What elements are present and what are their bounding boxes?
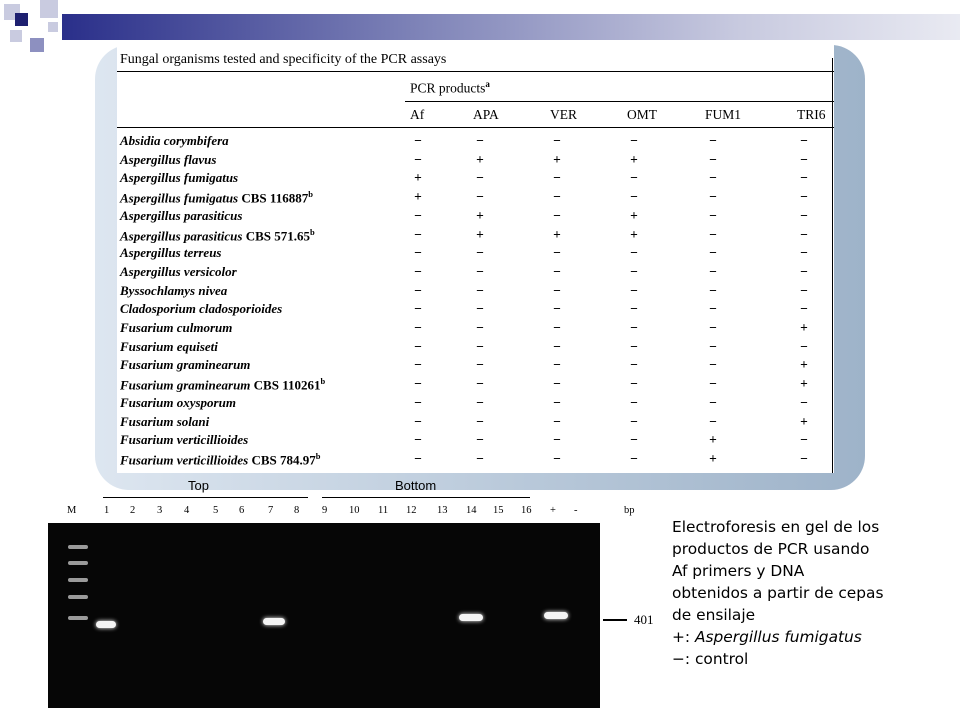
lane-label: + [550,505,556,516]
lane-label: 8 [294,505,300,516]
result-cell: + [630,226,638,242]
lane-label: 16 [521,505,532,516]
result-cell: − [414,432,422,448]
result-cell: − [476,357,484,373]
table-row [0,320,960,339]
organism-name: Aspergillus flavus [120,151,217,167]
result-cell: − [414,301,422,317]
result-cell: − [476,282,484,298]
lane-label: 4 [184,505,190,516]
pcr-band-lane-1 [96,621,116,628]
result-cell: − [553,263,561,279]
col-header-af: Af [410,107,425,122]
decor-square [48,22,58,32]
size-marker-line [603,619,627,621]
result-cell: − [476,432,484,448]
result-cell: − [414,413,422,429]
result-cell: − [553,133,561,148]
result-cell: − [414,357,422,373]
pcr-band-lane-14 [459,614,483,621]
result-cell: − [476,376,484,392]
result-cell: − [553,245,561,261]
result-cell: − [800,133,808,148]
lane-label: 7 [268,505,274,516]
result-cell: − [630,301,638,317]
description-line: Af primers y DNA [672,562,805,580]
table-sub-rule [405,101,834,102]
result-cell: − [630,376,638,392]
result-cell: − [553,432,561,448]
result-cell: − [476,301,484,317]
ladder-band [68,578,88,582]
gel-bottom-line [322,497,530,498]
lane-label: 14 [466,505,477,516]
result-cell: − [709,320,717,335]
table-row [0,357,960,376]
result-cell: − [414,376,422,392]
col-header-tri6: TRI6 [797,107,826,122]
organism-name: Byssochlamys nivea [120,282,228,298]
result-cell: − [553,207,561,223]
description-line: de ensilaje [672,606,756,624]
table-row [0,152,960,171]
table-row [0,376,960,395]
result-cell: − [709,301,717,317]
result-cell: − [476,320,484,335]
table-row [0,133,960,152]
pcr-products-header: PCR products$^a$ [410,79,490,96]
result-cell: − [414,320,422,335]
result-cell: − [553,357,561,373]
table-row [0,395,960,414]
result-cell: − [476,133,484,148]
description-line: productos de PCR usando [672,540,870,558]
result-cell: − [709,133,717,148]
result-cell: − [630,338,638,354]
lane-label: 12 [406,505,417,516]
description-line: obtenidos a partir de cepas [672,584,884,602]
result-cell: − [476,189,484,205]
table-header-rule [117,127,834,128]
table-row [0,189,960,208]
lane-label: 13 [437,505,448,516]
lane-label: 2 [130,505,136,516]
result-cell: − [709,245,717,261]
result-cell: − [553,170,561,186]
gel-image [48,523,600,708]
table-row [0,208,960,227]
result-cell: + [630,151,638,167]
result-cell: − [800,170,808,186]
organism-name: Fusarium verticillioides [120,432,249,448]
result-cell: − [414,133,422,148]
result-cell: − [476,413,484,429]
organism-name: Fusarium oxysporum [120,394,236,410]
result-cell: − [709,263,717,279]
organism-name: Fusarium equiseti [120,338,218,354]
result-cell: − [630,133,638,148]
table-row [0,301,960,320]
result-cell: − [709,413,717,429]
ladder-band [68,545,88,549]
decor-square [40,0,58,18]
col-header-ver: VER [550,107,577,122]
result-cell: − [476,338,484,354]
result-cell: − [709,282,717,298]
col-header-apa: APA [473,107,499,122]
result-cell: + [800,376,808,392]
organism-name: Aspergillus terreus [120,245,222,261]
result-cell: − [800,282,808,298]
result-cell: + [476,207,484,223]
table-row [0,264,960,283]
table-row [0,245,960,264]
table-row [0,283,960,302]
ladder-band [68,595,88,599]
organism-name: Cladosporium cladosporioides [120,301,283,317]
col-header-omt: OMT [627,107,657,122]
result-cell: − [476,170,484,186]
gel-group-top: Top [188,478,209,493]
result-cell: − [800,338,808,354]
result-cell: − [630,263,638,279]
result-cell: − [800,394,808,410]
result-cell: − [709,170,717,186]
result-cell: − [630,450,638,466]
result-cell: + [709,432,717,448]
result-cell: − [414,394,422,410]
result-cell: + [476,226,484,242]
organism-name: Fusarium solani [120,413,210,429]
result-cell: − [553,394,561,410]
ladder-band [68,616,88,620]
result-cell: − [630,170,638,186]
title-bar-gradient [62,14,960,40]
result-cell: − [800,189,808,205]
decor-square [30,38,44,52]
result-cell: − [630,282,638,298]
decor-square [10,30,22,42]
result-cell: − [414,207,422,223]
result-cell: − [630,394,638,410]
table-top-rule [117,71,834,72]
result-cell: − [414,338,422,354]
result-cell: − [414,282,422,298]
result-cell: + [709,450,717,466]
result-cell: − [553,320,561,335]
result-cell: − [709,189,717,205]
lane-label: 15 [493,505,504,516]
gel-bp-label: bp [624,505,635,516]
result-cell: − [800,450,808,466]
result-cell: − [414,245,422,261]
result-cell: − [553,301,561,317]
lane-label: 9 [322,505,328,516]
organism-name: Fusarium culmorum [120,320,233,335]
table-row [0,339,960,358]
result-cell: − [553,450,561,466]
result-cell: − [476,263,484,279]
lane-label: 6 [239,505,245,516]
lane-label: - [574,505,578,516]
organism-name: Aspergillus fumigatus [120,170,239,186]
result-cell: + [553,151,561,167]
result-cell: + [630,207,638,223]
organism-name: Absidia corymbifera [120,133,229,148]
organism-name: Aspergillus fumigatus CBS 116887$^b$ [120,189,313,206]
gel-top-line [103,497,308,498]
result-cell: − [800,245,808,261]
legend-negative: −: control [672,650,749,668]
table-row [0,170,960,189]
result-cell: + [800,357,808,373]
result-cell: − [476,450,484,466]
table-row [0,432,960,451]
result-cell: − [414,263,422,279]
result-cell: − [709,376,717,392]
result-cell: − [709,338,717,354]
ladder-band [68,561,88,565]
result-cell: − [709,226,717,242]
result-cell: − [476,245,484,261]
organism-name: Fusarium graminearum CBS 110261$^b$ [120,376,326,393]
result-cell: − [800,263,808,279]
result-cell: − [476,394,484,410]
result-cell: + [476,151,484,167]
organism-name: Aspergillus parasiticus CBS 571.65$^b$ [120,226,315,243]
lane-label: 5 [213,505,219,516]
result-cell: − [630,189,638,205]
result-cell: − [553,376,561,392]
organism-name: Fusarium verticillioides CBS 784.97$^b$ [120,450,321,468]
col-header-fum1: FUM1 [705,107,742,122]
result-cell: + [553,226,561,242]
gel-group-bottom: Bottom [395,478,437,493]
result-cell: − [630,357,638,373]
result-cell: − [800,151,808,167]
result-cell: + [800,413,808,429]
table-row [0,451,960,470]
legend-positive: +: Aspergillus fumigatus [672,628,862,646]
size-marker-label: 401 [634,612,654,627]
pcr-band-lane-7 [263,618,285,625]
result-cell: − [630,320,638,335]
result-cell: − [414,226,422,242]
result-cell: + [414,170,422,186]
organism-name: Aspergillus parasiticus [120,207,243,223]
description-line: Electroforesis en gel de los [672,518,880,536]
lane-label: M [67,505,77,516]
result-cell: − [630,432,638,448]
result-cell: + [800,320,808,335]
result-cell: + [414,189,422,205]
result-cell: − [553,189,561,205]
organism-name: Aspergillus versicolor [120,263,237,279]
table-row [0,227,960,246]
result-cell: − [709,207,717,223]
result-cell: − [630,245,638,261]
gel-description [672,516,957,670]
result-cell: − [414,151,422,167]
result-cell: − [709,151,717,167]
lane-label: 1 [104,505,110,516]
result-cell: − [553,413,561,429]
result-cell: − [709,394,717,410]
result-cell: − [709,357,717,373]
lane-label: 10 [349,505,360,516]
result-cell: − [800,226,808,242]
result-cell: − [414,450,422,466]
result-cell: − [800,207,808,223]
decor-square [15,13,28,26]
lane-label: 3 [157,505,163,516]
result-cell: − [553,338,561,354]
result-cell: − [630,413,638,429]
result-cell: − [800,301,808,317]
table-caption: Fungal organisms tested and specificity of the PCR assays [120,52,447,67]
lane-label: 11 [378,505,389,516]
table-row [0,414,960,433]
result-cell: − [553,282,561,298]
pcr-band-lane-positive [544,612,568,619]
organism-name: Fusarium graminearum [120,357,251,373]
result-cell: − [800,432,808,448]
